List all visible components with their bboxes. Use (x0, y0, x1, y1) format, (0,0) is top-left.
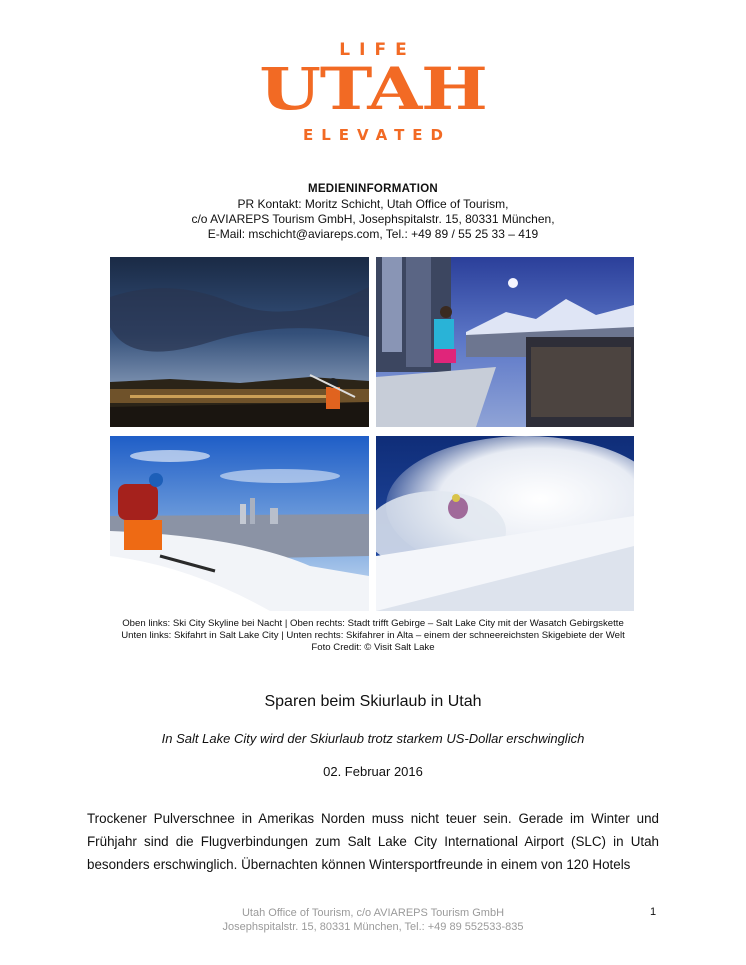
photo-caption (0, 618, 746, 654)
caption-credit: Foto Credit: © Visit Salt Lake (311, 642, 435, 653)
contact-line-2: c/o AVIAREPS Tourism GmbH, Josephspitalstr. 15, 80331 München, (191, 212, 555, 226)
article-title: Sparen beim Skiurlaub in Utah (264, 693, 482, 710)
footer-line-1: Utah Office of Tourism, c/o AVIAREPS Tourism GmbH (241, 907, 505, 919)
page-number: 1 (650, 906, 657, 918)
photo-skier-city (110, 436, 369, 611)
photo-city-mountains (376, 257, 634, 427)
contact-block (0, 182, 746, 242)
photo-skier-alta (376, 436, 634, 611)
logo-elevated-text: ELEVATED (302, 126, 452, 144)
utah-logo (0, 40, 746, 144)
footer-line-2: Josephspitalstr. 15, 80331 München, Tel.: +49 89 552533-835 (222, 921, 524, 933)
contact-line-1: PR Kontakt: Moritz Schicht, Utah Office of Tourism, (237, 197, 509, 211)
page-footer (0, 906, 746, 934)
photo-skyline-night (110, 257, 369, 427)
article-subtitle: In Salt Lake City wird der Skiurlaub trotz starkem US-Dollar erschwinglich (161, 731, 585, 746)
article-body: Trockener Pulverschnee in Amerikas Norden muss nicht teuer sein. Gerade im Winter und Frühjahr sind die Flugverbindungen zum Salt Lake City International Airport (SLC) in Utah besonders erschwinglich. Übernachten können Wintersportfreunde in einem von 120 Hotels (87, 811, 659, 872)
caption-line-1: Oben links: Ski City Skyline bei Nacht | Oben rechts: Stadt trifft Gebirge – Salt Lake City mit der Wasatch Gebirgskette (122, 618, 624, 629)
media-info-heading: MEDIENINFORMATION (307, 183, 439, 195)
article-date: 02. Februar 2016 (323, 764, 423, 779)
logo-utah-text: UTAH (259, 55, 487, 123)
caption-line-2: Unten links: Skifahrt in Salt Lake City | Unten rechts: Skifahrer in Alta – einem der schneereichsten Skigebiete der Welt (121, 630, 625, 641)
contact-line-3: E-Mail: mschicht@aviareps.com, Tel.: +49 89 / 55 25 33 – 419 (207, 227, 539, 241)
logo-life-text: LIFE (339, 40, 416, 60)
